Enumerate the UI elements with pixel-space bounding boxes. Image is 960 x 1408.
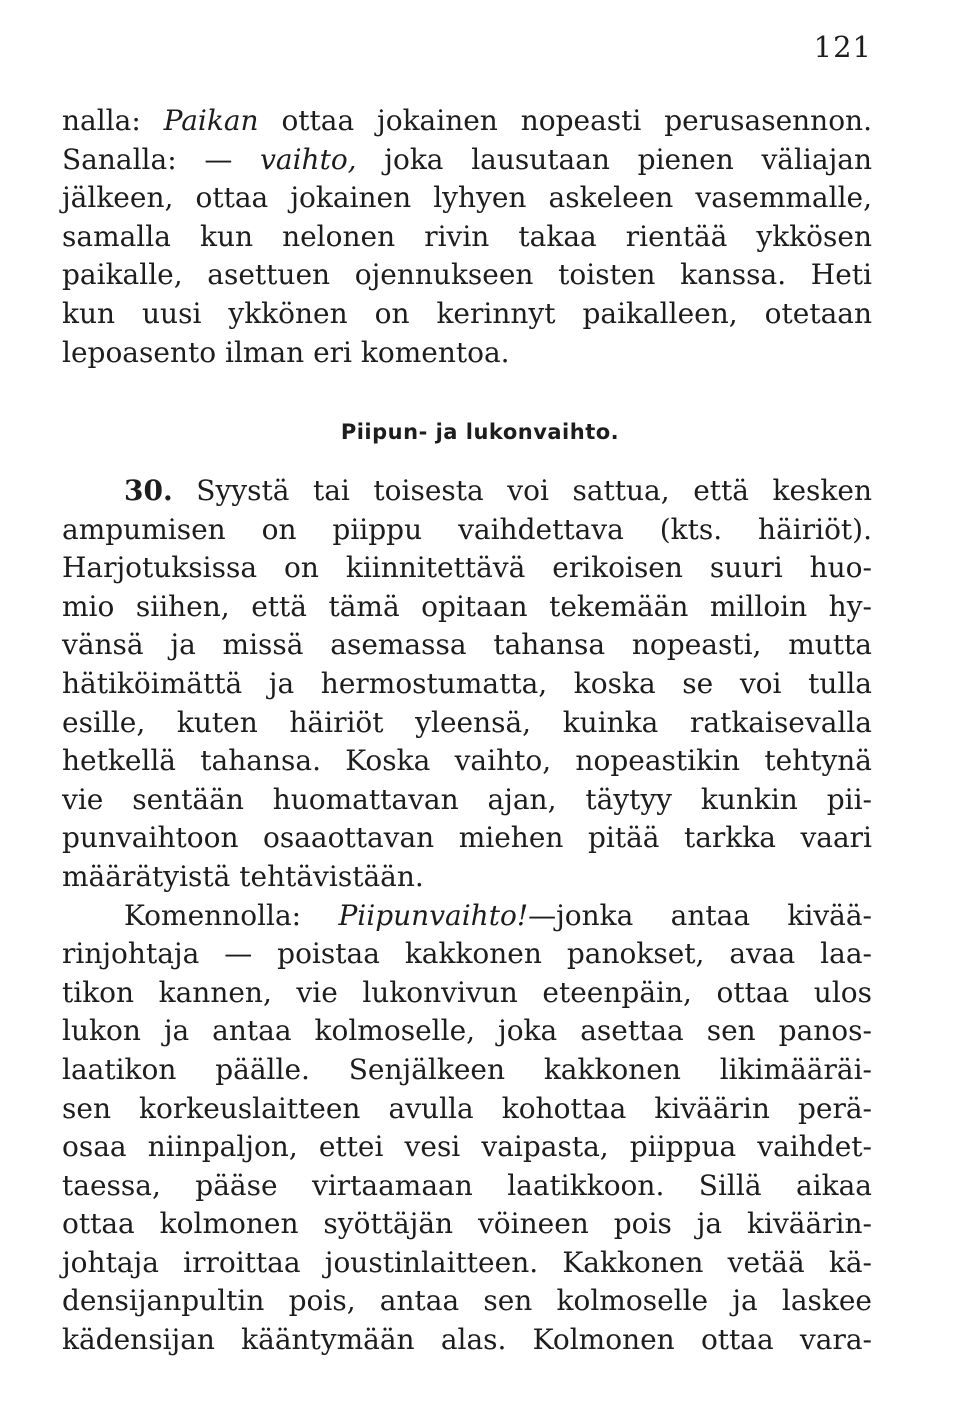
text-line bbox=[62, 897, 872, 936]
text-run: Sanalla: — bbox=[62, 142, 261, 176]
text-line bbox=[62, 102, 872, 141]
text-line bbox=[62, 218, 872, 257]
text-run: esille, kuten häiriöt yleensä, kuinka ratkaisevalla bbox=[62, 705, 872, 739]
text-line bbox=[62, 179, 872, 218]
text-line bbox=[62, 935, 872, 974]
text-line bbox=[62, 1244, 872, 1283]
text-run: samalla kun nelonen rivin takaa rientää ykkösen bbox=[62, 219, 872, 253]
text-run: kun uusi ykkönen on kerinnyt paikalleen, otetaan bbox=[62, 296, 872, 330]
text-run: tikon kannen, vie lukonvivun eteenpäin, ottaa ulos bbox=[62, 975, 872, 1009]
text-line bbox=[62, 511, 872, 550]
text-run: osaa niinpaljon, ettei vesi vaipasta, piippua vaihdet- bbox=[62, 1130, 872, 1164]
text-run: jälkeen, ottaa jokainen lyhyen askeleen vasemmalle, bbox=[62, 181, 872, 215]
text-run: taessa, pääse virtaamaan laatikkoon. Sillä aikaa bbox=[62, 1168, 872, 1202]
text-run: punvaihtoon osaaottavan miehen pitää tarkka vaari bbox=[62, 821, 872, 855]
text-line bbox=[62, 588, 872, 627]
text-line bbox=[62, 1012, 872, 1051]
text-run: ottaa jokainen nopeasti perusasennon. bbox=[258, 104, 872, 137]
italic-term: Piipunvaihto! bbox=[338, 898, 529, 932]
text-line bbox=[62, 704, 872, 743]
section-number: 30. bbox=[124, 474, 173, 507]
text-run: ottaa kolmonen syöttäjän vöineen pois ja kiväärin- bbox=[62, 1207, 872, 1241]
text-run: vänsä ja missä asemassa tahansa nopeasti, mutta bbox=[62, 628, 872, 662]
text-line bbox=[62, 974, 872, 1013]
text-line bbox=[62, 626, 872, 665]
text-line bbox=[62, 1205, 872, 1244]
text-line bbox=[62, 781, 872, 820]
paragraph-continued bbox=[62, 102, 872, 372]
text-run: Komennolla: bbox=[124, 898, 339, 932]
section-heading: Piipun- ja lukonvaihto. bbox=[340, 420, 620, 444]
text-line bbox=[62, 742, 872, 781]
text-line bbox=[62, 1321, 872, 1360]
text-run: hetkellä tahansa. Koska vaihto, nopeastikin tehtynä bbox=[62, 744, 872, 778]
text-run: johtaja irroittaa joustinlaitteen. Kakkonen vetää kä- bbox=[62, 1245, 872, 1279]
text-run: sen korkeuslaitteen avulla kohottaa kiväärin perä- bbox=[62, 1091, 872, 1125]
text-line bbox=[62, 858, 872, 897]
text-line bbox=[62, 1167, 872, 1206]
text-run: —jonka antaa kivää- bbox=[528, 898, 872, 932]
text-run: laatikon päälle. Senjälkeen kakkonen likimääräi- bbox=[62, 1052, 872, 1086]
text-run: nalla: bbox=[62, 104, 164, 137]
text-run: kädensijan kääntymään alas. Kolmonen ottaa vara- bbox=[62, 1323, 872, 1357]
text-line bbox=[62, 256, 872, 295]
paragraph-30 bbox=[62, 472, 872, 1360]
text-run: vie sentään huomattavan ajan, täytyy kunkin pii- bbox=[62, 782, 872, 816]
text-line bbox=[62, 472, 872, 511]
italic-term: vaihto, bbox=[260, 142, 357, 176]
text-line bbox=[62, 141, 872, 180]
text-run: rinjohtaja — poistaa kakkonen panokset, avaa laa- bbox=[62, 937, 872, 971]
text-line bbox=[62, 295, 872, 334]
text-run: densijanpultin pois, antaa sen kolmoselle ja laskee bbox=[62, 1284, 872, 1318]
text-line bbox=[62, 1282, 872, 1321]
italic-term: Paikan bbox=[163, 104, 259, 137]
text-run: lukon ja antaa kolmoselle, joka asettaa sen panos- bbox=[62, 1014, 872, 1048]
text-run: mio siihen, että tämä opitaan tekemään milloin hy- bbox=[62, 589, 872, 623]
text-run: hätiköimättä ja hermostumatta, koska se voi tulla bbox=[62, 666, 872, 700]
text-line bbox=[62, 665, 872, 704]
text-run: ampumisen on piippu vaihdettava (kts. häiriöt). bbox=[62, 512, 872, 546]
text-line bbox=[62, 334, 872, 373]
text-line bbox=[62, 1051, 872, 1090]
text-run: lepoasento ilman eri komentoa. bbox=[62, 335, 510, 369]
page-number: 121 bbox=[813, 30, 872, 64]
text-run: määrätyistä tehtävistään. bbox=[62, 859, 424, 893]
text-line bbox=[62, 1128, 872, 1167]
text-run: Harjotuksissa on kiinnitettävä erikoisen suuri huo- bbox=[62, 551, 872, 585]
text-line bbox=[62, 819, 872, 858]
text-line bbox=[62, 549, 872, 588]
text-run: joka lausutaan pienen väliajan bbox=[356, 142, 872, 176]
text-run: Syystä tai toisesta voi sattua, että kesken bbox=[172, 474, 872, 507]
text-run: paikalle, asettuen ojennukseen toisten kanssa. Heti bbox=[62, 258, 872, 292]
text-line bbox=[62, 1090, 872, 1129]
